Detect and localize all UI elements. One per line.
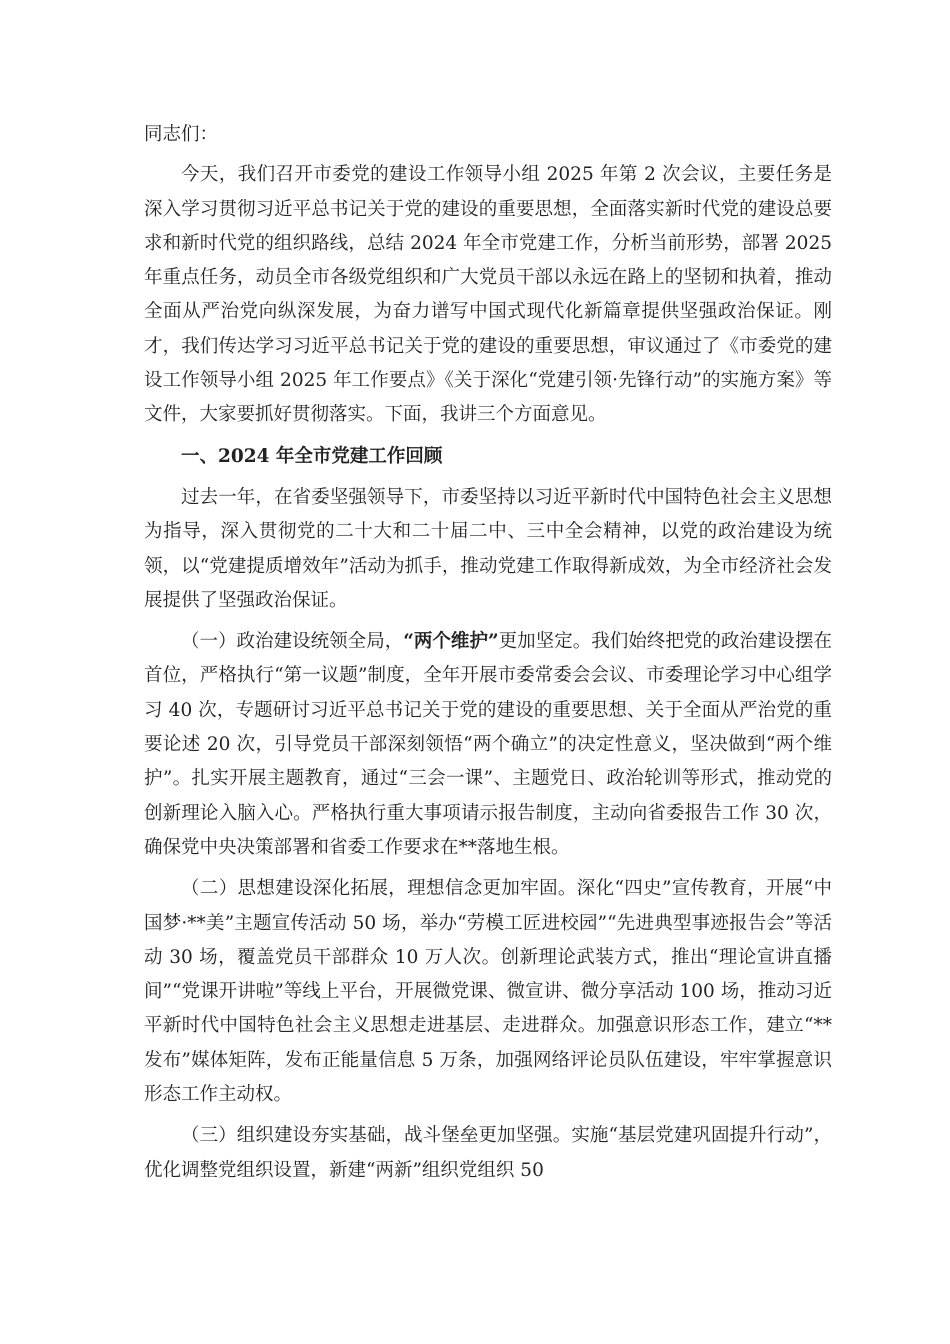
item-2-paragraph: （二）思想建设深化拓展，理想信念更加牢固。深化“四史”宣传教育，开展“中国梦·**美”主题宣传活动 50 场，举办“劳模工匠进校园”“先进典型事迹报告会”等活动 30 场，覆盖党员干部群众 10 万人次。创新理论武装方式，推出“理论宣讲直播间”“党课开讲啦”等线上平台，开展微党课、微宣讲、微分享活动 100 场，推动习近平新时代中国特色社会主义思想走进基层、走进群众。加强意识形态工作，建立“**发布”媒体矩阵，发布正能量信息 5 万条，加强网络评论员队伍建设，牢牢掌握意识形态工作主动权。 xyxy=(144,878,832,1106)
intro-paragraph: 今天，我们召开市委党的建设工作领导小组 2025 年第 2 次会议，主要任务是深入学习贯彻习近平总书记关于党的建设的重要思想，全面落实新时代党的建设总要求和新时代党的组织路线，总结 2024 年全市党建工作，分析当前形势，部署 2025 年重点任务，动员全市各级党组织和广大党员干部以永远在路上的坚韧和执着，推动全面从严治党向纵深发展，为奋力谱写中国式现代化新篇章提供坚强政治保证。刚才，我们传达学习习近平总书记关于党的建设的重要思想，审议通过了《市委党的建设工作领导小组 2025 年工作要点》《关于深化“党建引领·先锋行动”的实施方案》等文件，大家要抓好贯彻落实。下面，我讲三个方面意见。 xyxy=(144,164,832,426)
greeting: 同志们： xyxy=(144,124,219,145)
section-heading-text: 一、2024 年全市党建工作回顾 xyxy=(181,445,443,467)
section-intro-paragraph: 过去一年，在省委坚强领导下，市委坚持以习近平新时代中国特色社会主义思想为指导，深入贯彻党的二十大和二十届二中、三中全会精神，以党的政治建设为统领，以“党建提质增效年”活动为抓手，推动党建工作取得新成效，为全市经济社会发展提供了坚强政治保证。 xyxy=(144,486,832,611)
item-1-paragraph xyxy=(144,625,832,865)
document-page xyxy=(144,118,832,1188)
section-heading xyxy=(144,440,832,474)
item-3-paragraph: （三）组织建设夯实基础，战斗堡垒更加坚强。实施“基层党建巩固提升行动”，优化调整党组织设置，新建“两新”组织党组织 50 xyxy=(144,1125,832,1181)
item-1-body: 更加坚定。我们始终把党的政治建设摆在首位，严格执行“第一议题”制度，全年开展市委常委会会议、市委理论学习中心组学习 40 次，专题研讨习近平总书记关于党的建设的重要思想、关于全面从严治党的重要论述 20 次，引导党员干部深刻领悟“两个确立”的决定性意义，坚决做到“两个维护”。扎实开展主题教育，通过“三会一课”、主题党日、政治轮训等形式，推动党的创新理论入脑入心。严格执行重大事项请示报告制度，主动向省委报告工作 30 次，确保党中央决策部署和省委工作要求在**落地生根。 xyxy=(144,631,832,858)
item-1-emphasis: “两个维护” xyxy=(403,631,499,653)
item-1-lead: （一）政治建设统领全局， xyxy=(181,631,404,653)
